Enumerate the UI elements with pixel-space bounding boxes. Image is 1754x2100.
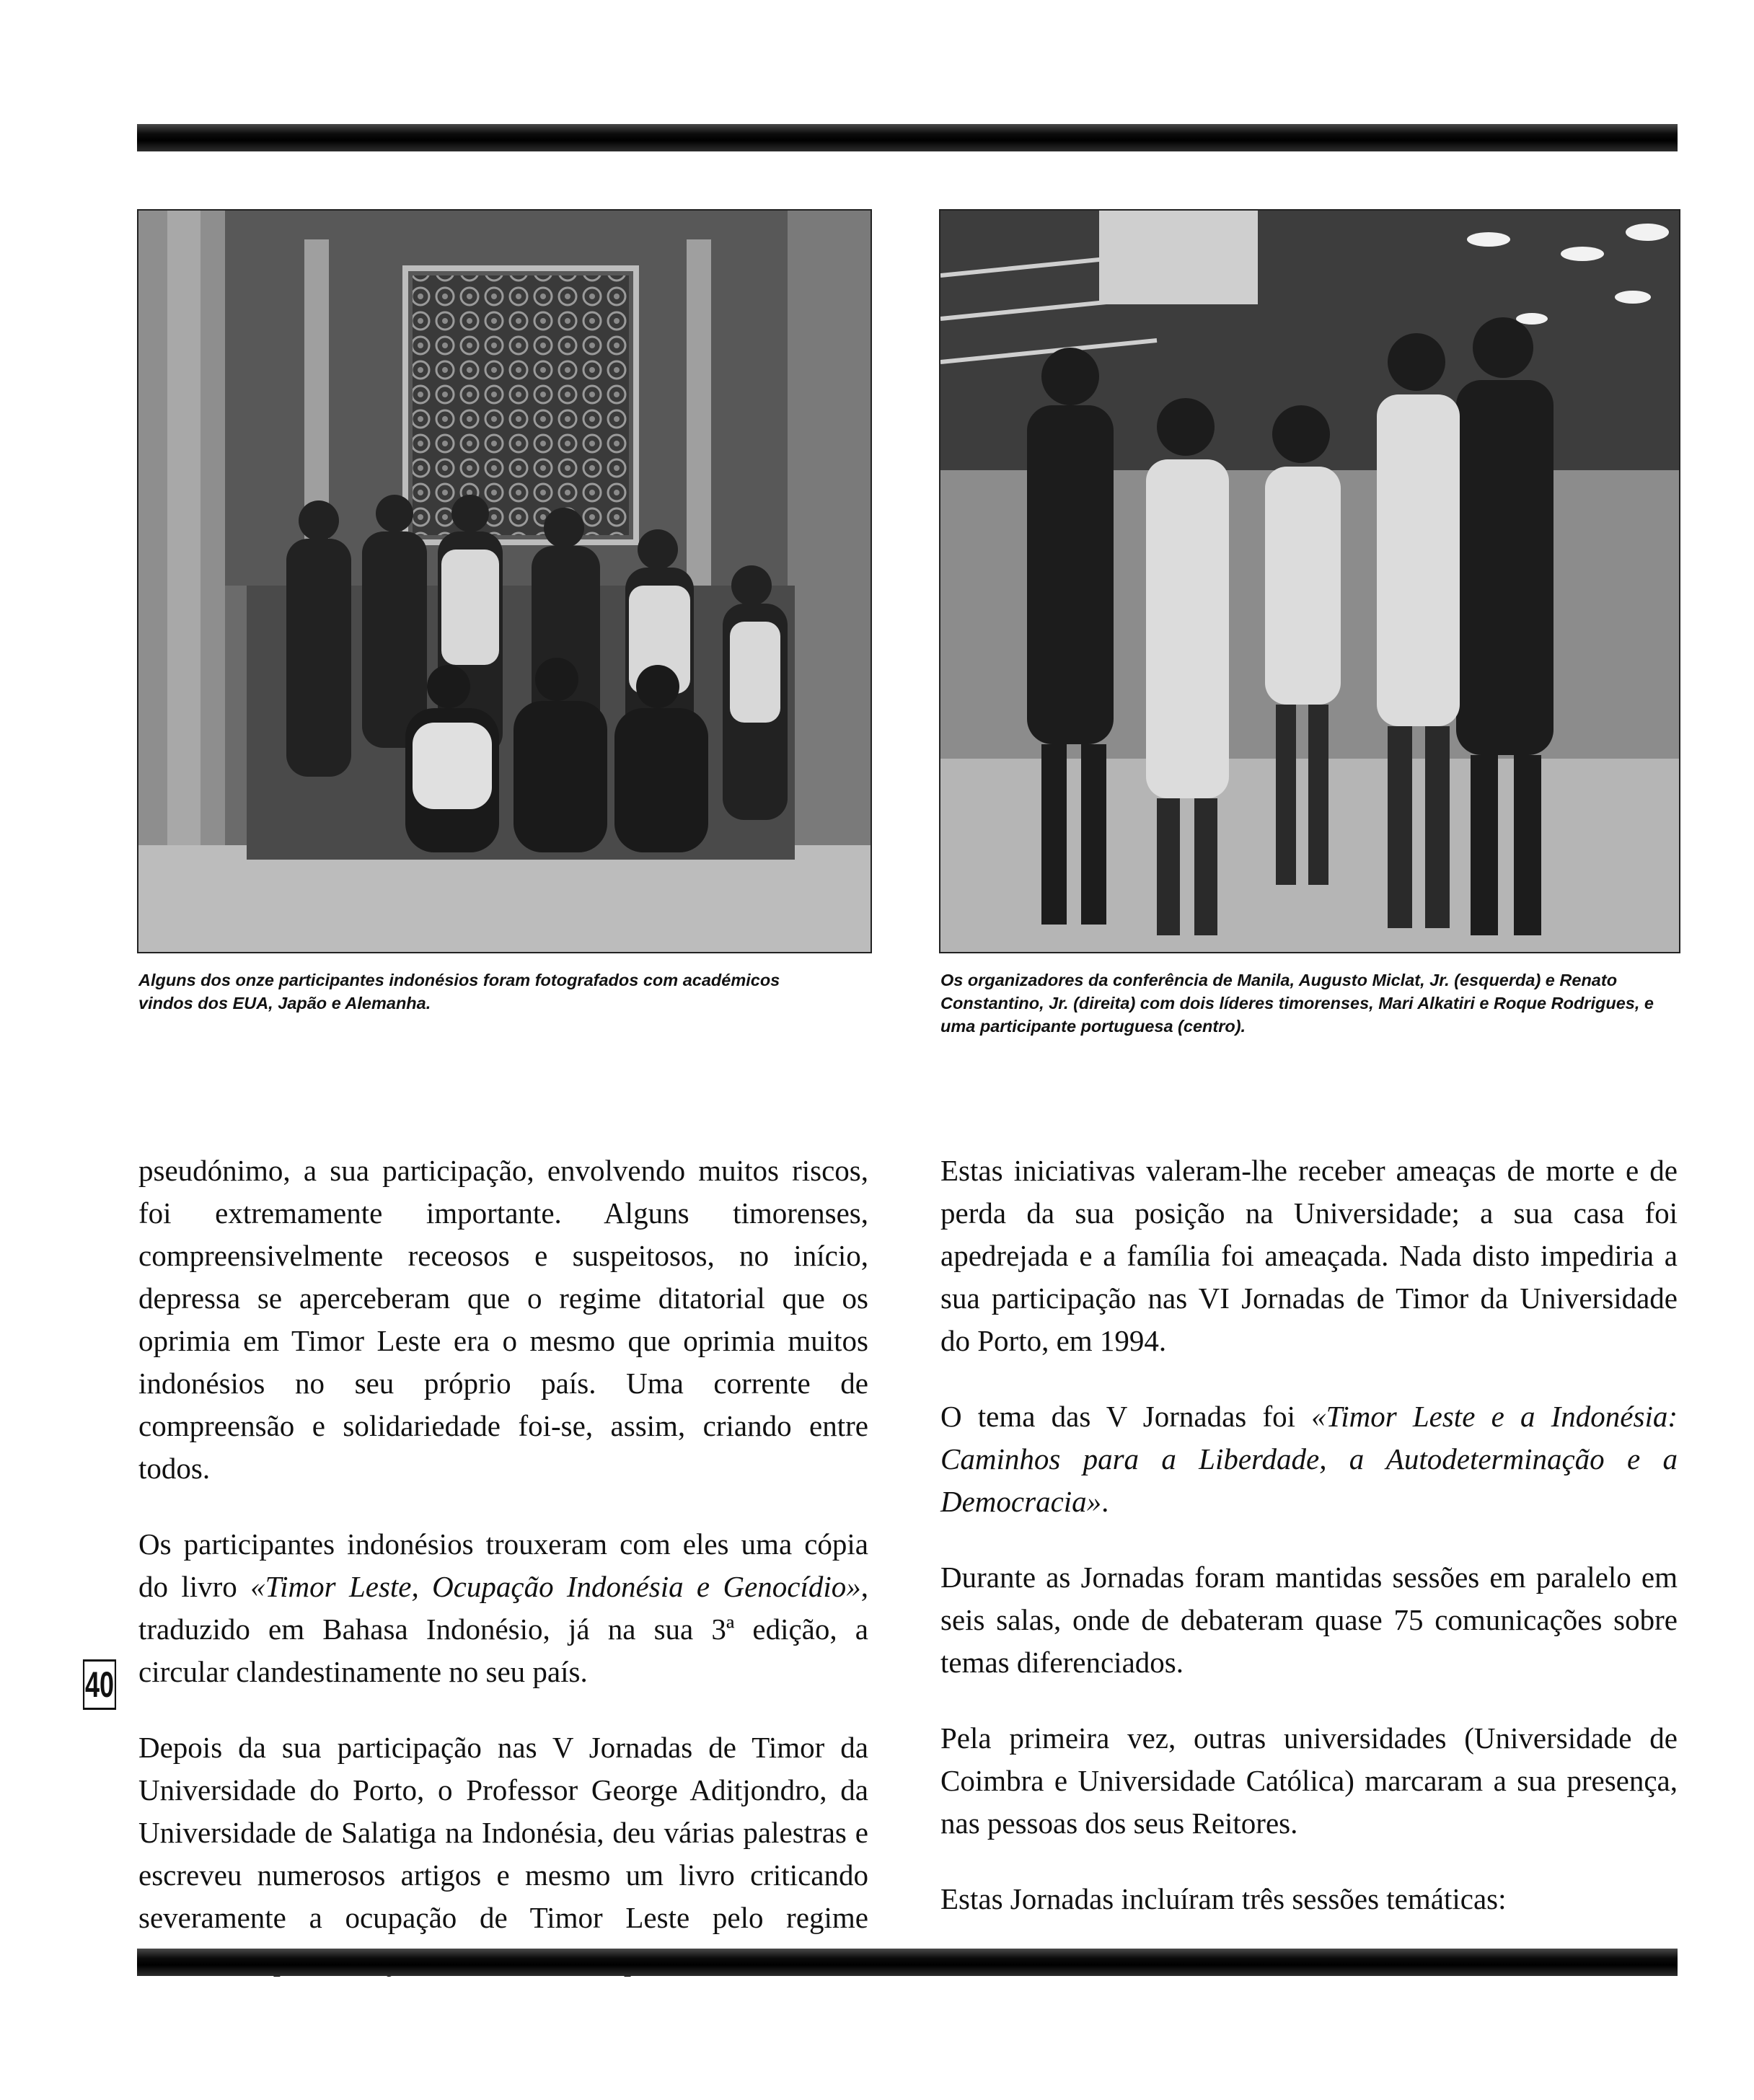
bottom-decorative-bar xyxy=(137,1949,1678,1976)
photo-conference-organizers xyxy=(939,209,1680,953)
text-column-left xyxy=(138,1150,868,2015)
paragraph: Estas iniciativas valeram-lhe receber ameaças de morte e de perda da sua posição na Universidade; a sua casa foi apedrejada e a família foi ameaçada. Nada disto impediria a sua participação nas VI Jornadas de Timor da Universidade do Porto, em 1994. xyxy=(940,1154,1678,1357)
page-number: 40 xyxy=(83,1659,116,1710)
paragraph: Pela primeira vez, outras universidades (Universidade de Coimbra e Universidade Católica) marcaram a sua presença, nas pessoas dos seus Reitores. xyxy=(940,1721,1678,1840)
paragraph: Estas Jornadas incluíram três sessões temáticas: xyxy=(940,1882,1507,1915)
conference-theme: «Timor Leste e a Indonésia: Caminhos para a Liberdade, a Autodeterminação e a Democracia» xyxy=(940,1400,1678,1518)
book-title: «Timor Leste, Ocupação Indonésia e Genocídio» xyxy=(250,1570,861,1603)
top-decorative-bar xyxy=(137,124,1678,151)
group-photo-indonesian-participants xyxy=(137,209,872,953)
text-column-right xyxy=(940,1150,1678,1954)
paragraph: Depois da sua participação nas V Jornadas de Timor da Universidade do Porto, o Professor George Aditjondro, da Universidade de Salatiga na Indonésia, deu várias palestras e escreveu numerosos artigos e mesmo um livro criticando severamente a ocupação de Timor Leste pelo regime xyxy=(138,1731,868,1934)
paragraph: Durante as Jornadas foram mantidas sessões em paralelo em seis salas, onde de debateram quase 75 comunicações sobre temas diferenciados. xyxy=(940,1561,1678,1679)
paragraph: Os participantes indonésios trouxeram com eles uma cópia do livro «Timor Leste, Ocupação Indonésia e Genocídio», traduzido em Bahasa Indonésio, já na sua 3ª edição, a circular clandestinamente no seu país. xyxy=(138,1527,868,1688)
paragraph: O tema das V Jornadas foi «Timor Leste e a Indonésia: Caminhos para a Liberdade, a Autodeterminação e a Democracia». xyxy=(940,1400,1678,1518)
paragraph: pseudónimo, a sua participação, envolvendo muitos riscos, foi extremamente importante. Alguns timorenses, compreensivelmente receosos e suspeitosos, no início, depressa se aperceberam que o regime ditatorial que os oprimia em Timor Leste era o mesmo que oprimia muitos indonésios no seu próprio país. Uma corrente de compreensão e solidariedade foi-se, assim, criando entre todos. xyxy=(138,1154,868,1485)
caption-left-photo: Alguns dos onze participantes indonésios foram fotografados com académicos vindos dos EUA, Japão e Alemanha. xyxy=(138,971,780,1012)
caption-right-photo: Os organizadores da conferência de Manila, Augusto Miclat, Jr. (esquerda) e Renato Constantino, Jr. (direita) com dois líderes timorenses, Mari Alkatiri e Roque Rodrigues, e uma participante portuguesa (centro). xyxy=(940,971,1654,1036)
